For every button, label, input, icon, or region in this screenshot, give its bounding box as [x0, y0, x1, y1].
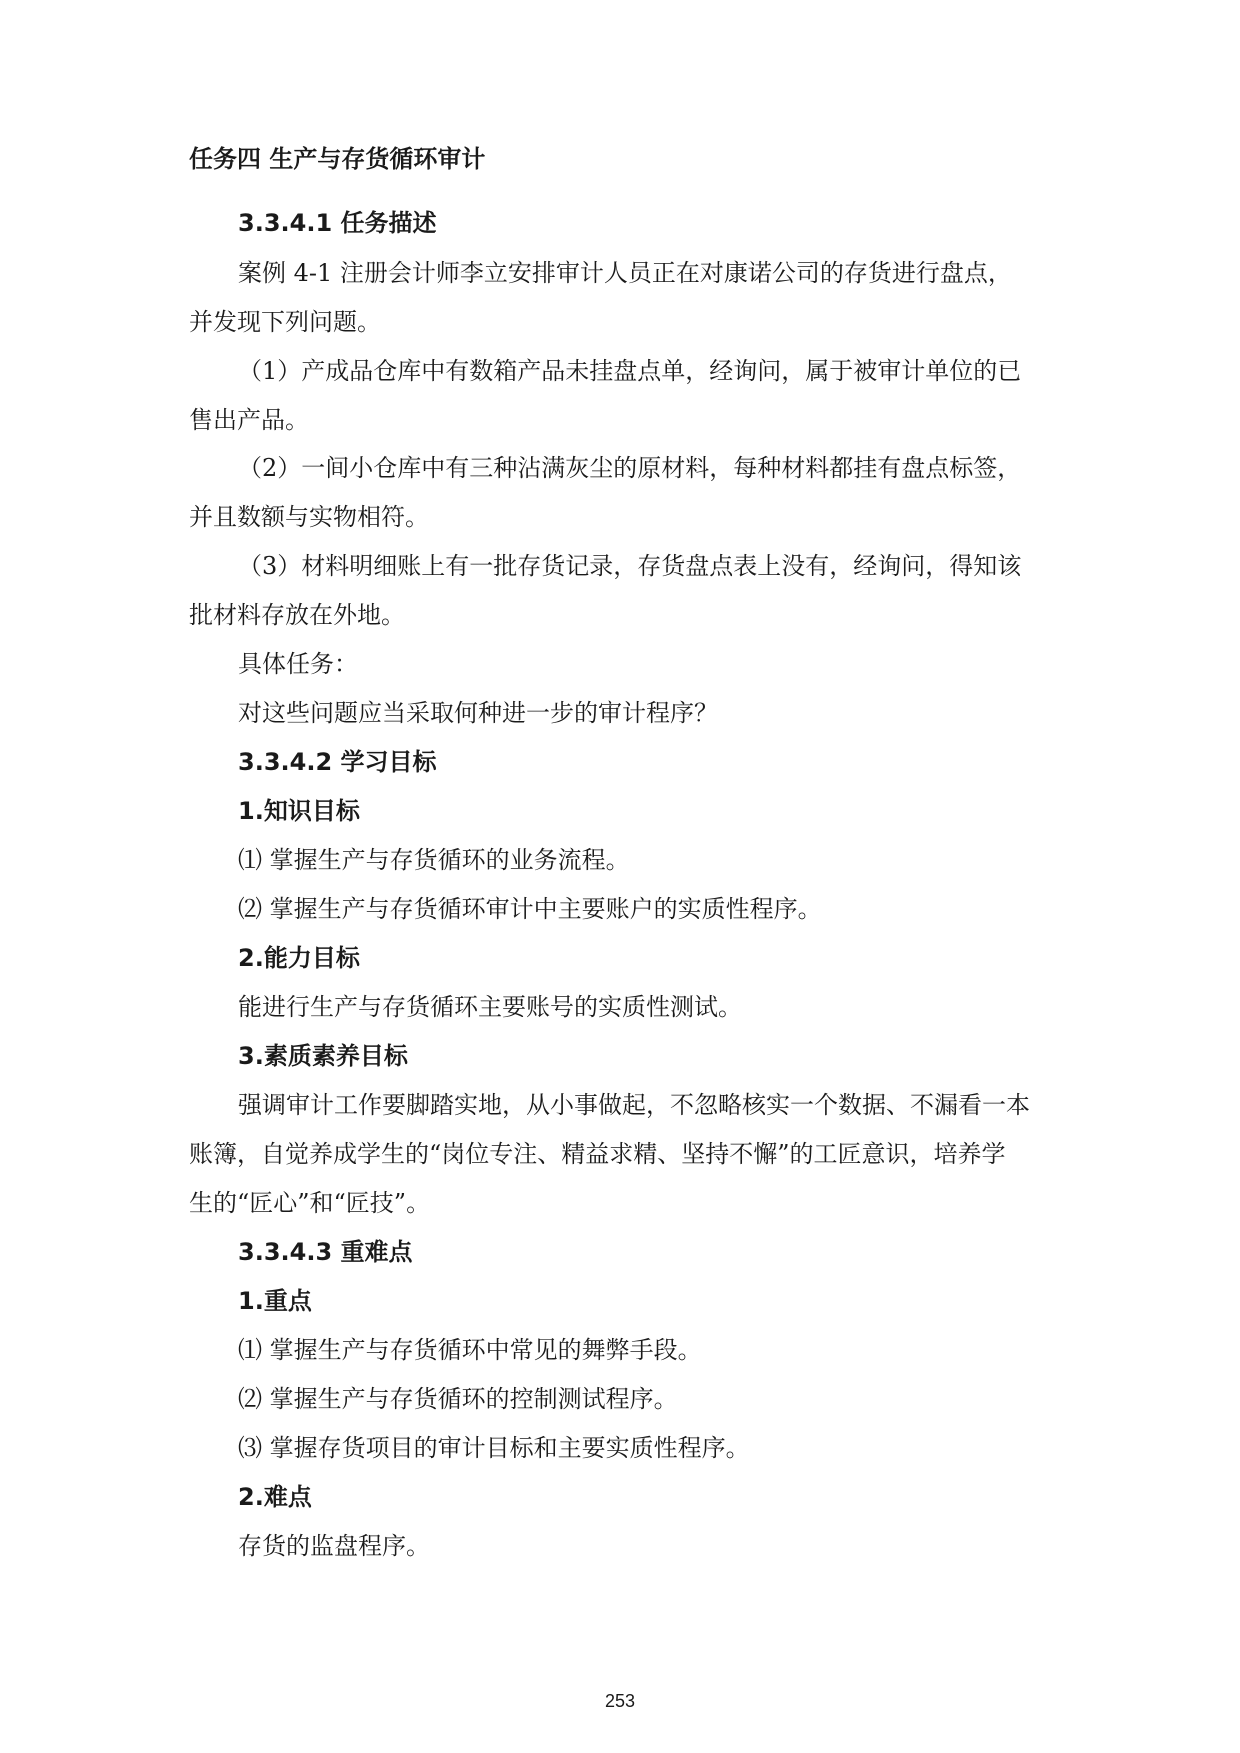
key-points-heading: 1.重点 — [238, 1287, 312, 1315]
ability-objective-text: 能进行生产与存货循环主要账号的实质性测试。 — [238, 993, 742, 1021]
case-paragraph-line: 案例 4-1 注册会计师李立安排审计人员正在对康诺公司的存货进行盘点， — [238, 259, 1012, 287]
task-title: 任务四 生产与存货循环审计 — [189, 145, 486, 173]
key-point-item: ⑴ 掌握生产与存货循环中常见的舞弊手段。 — [238, 1336, 702, 1364]
quality-objective-line: 账簿，自觉养成学生的“岗位专注、精益求精、坚持不懈”的工匠意识，培养学 — [189, 1140, 1006, 1168]
difficulty-heading: 2.难点 — [238, 1483, 312, 1511]
problem-item-2: （2）一间小仓库中有三种沾满灰尘的原材料，每种材料都挂有盘点标签， — [238, 454, 1022, 482]
problem-item-1-continued: 售出产品。 — [189, 406, 309, 434]
problem-item-1: （1）产成品仓库中有数箱产品未挂盘点单，经询问，属于被审计单位的已 — [238, 357, 1022, 385]
problem-item-3: （3）材料明细账上有一批存货记录，存货盘点表上没有，经询问，得知该 — [238, 552, 1022, 580]
specific-task-question: 对这些问题应当采取何种进一步的审计程序？ — [238, 699, 718, 727]
knowledge-objectives-heading: 1.知识目标 — [238, 797, 360, 825]
key-point-item: ⑶ 掌握存货项目的审计目标和主要实质性程序。 — [238, 1434, 750, 1462]
ability-objectives-heading: 2.能力目标 — [238, 944, 360, 972]
section-heading-learning-objectives: 3.3.4.2 学习目标 — [238, 748, 437, 776]
page-number: 253 — [604, 1691, 636, 1711]
section-heading-task-description: 3.3.4.1 任务描述 — [238, 209, 437, 237]
problem-item-2-continued: 并且数额与实物相符。 — [189, 503, 429, 531]
knowledge-objective-item: ⑵ 掌握生产与存货循环审计中主要账户的实质性程序。 — [238, 895, 822, 923]
case-paragraph-line: 并发现下列问题。 — [189, 308, 381, 336]
quality-objective-line: 强调审计工作要脚踏实地，从小事做起，不忽略核实一个数据、不漏看一本 — [238, 1091, 1030, 1119]
problem-item-3-continued: 批材料存放在外地。 — [189, 601, 405, 629]
quality-objectives-heading: 3.素质素养目标 — [238, 1042, 408, 1070]
key-point-item: ⑵ 掌握生产与存货循环的控制测试程序。 — [238, 1385, 678, 1413]
specific-task-label: 具体任务： — [238, 650, 358, 678]
knowledge-objective-item: ⑴ 掌握生产与存货循环的业务流程。 — [238, 846, 630, 874]
quality-objective-line: 生的“匠心”和“匠技”。 — [189, 1189, 431, 1217]
difficulty-text: 存货的监盘程序。 — [238, 1532, 430, 1560]
section-heading-key-difficulties: 3.3.4.3 重难点 — [238, 1238, 413, 1266]
